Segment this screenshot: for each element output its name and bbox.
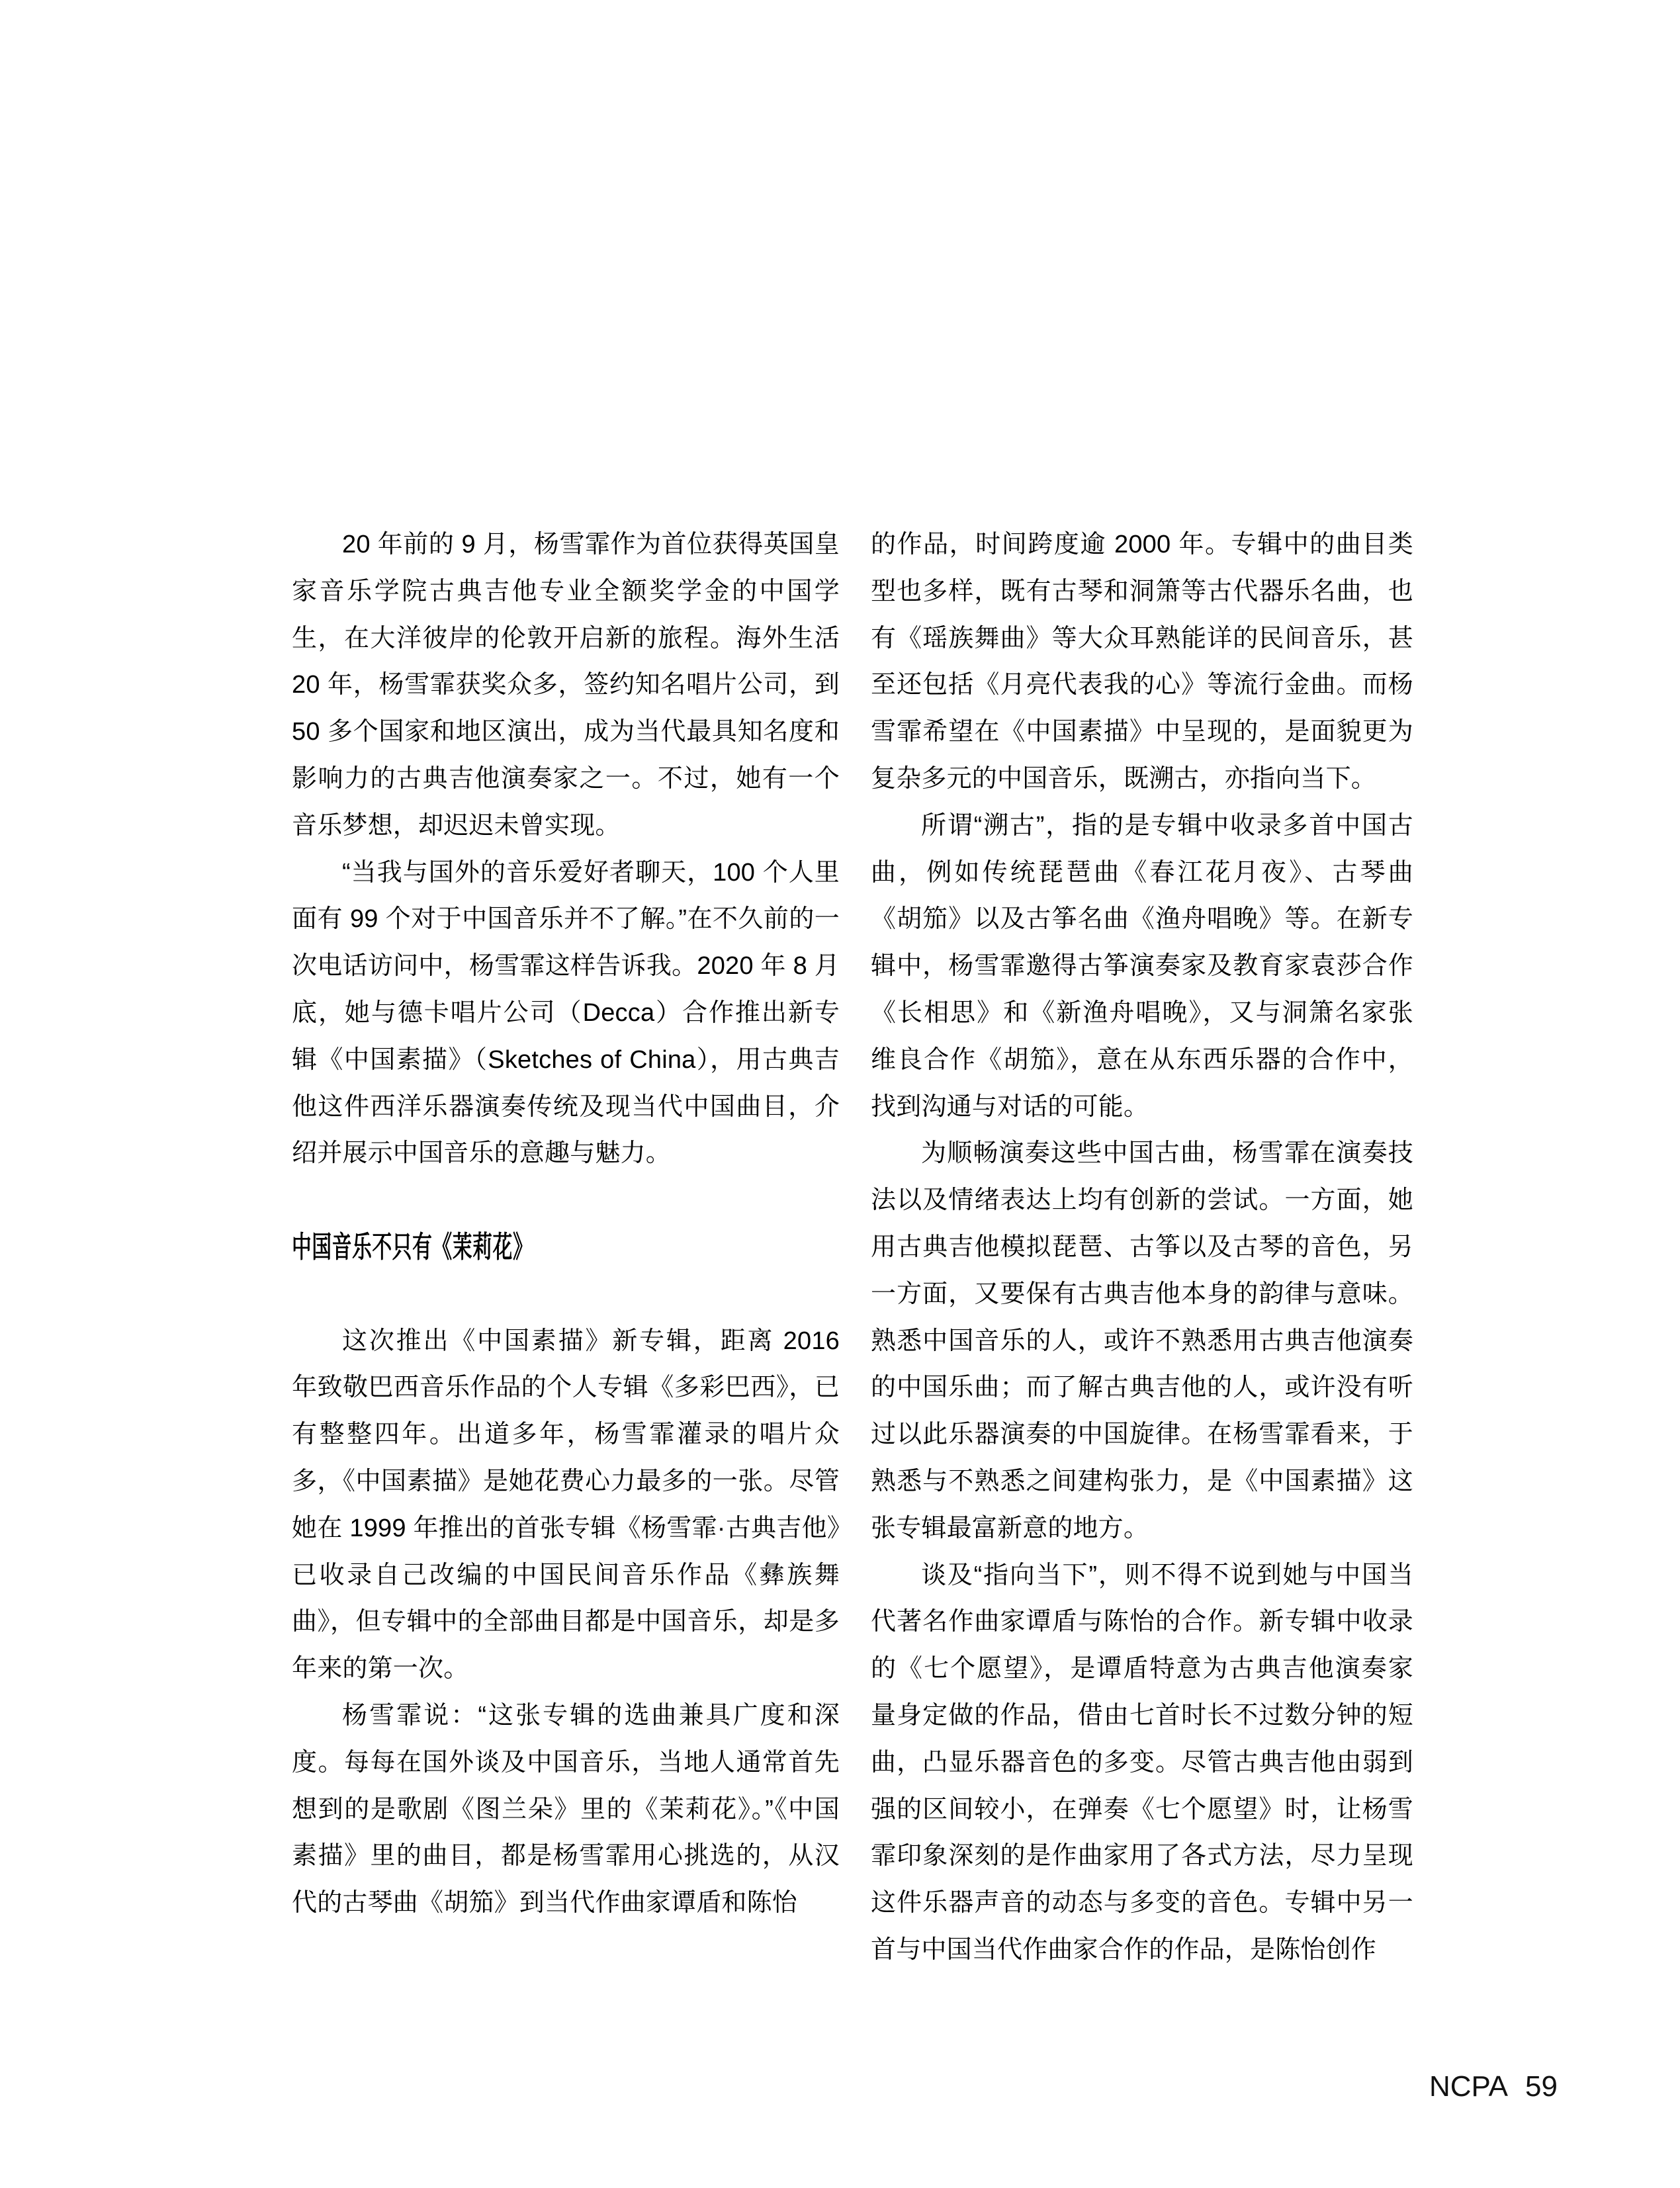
- left-column: [292, 521, 840, 1927]
- page-footer: [1429, 2070, 1558, 2103]
- section-heading-text: 中国音乐不只有《茉莉花》: [292, 1229, 533, 1264]
- section-heading: [292, 1224, 840, 1271]
- paragraph-album-history: 这次推出《中国素描》新专辑，距离 2016 年致敬巴西音乐作品的个人专辑《多彩巴西》，已有整整四年。出道多年，杨雪霏灌录的唱片众多，《中国素描》是她花费心力最多的一张。尽管她在 1999 年推出的首张专辑《杨雪霏·古典吉他》已收录自己改编的中国民间音乐作品《彝族舞曲》，但专辑中的全部曲目都是中国音乐，却是多年来的第一次。: [292, 1327, 840, 1683]
- paragraph-intro: 20 年前的 9 月，杨雪霏作为首位获得英国皇家音乐学院古典吉他专业全额奖学金的中国学生，在大洋彼岸的伦敦开启新的旅程。海外生活 20 年，杨雪霏获奖众多，签约知名唱片公司，到 50 多个国家和地区演出，成为当代最具知名度和影响力的古典吉他演奏家之一。不过，她有一个音乐梦想，却迟迟未曾实现。: [292, 531, 840, 840]
- paragraph-selection-continued: 的作品，时间跨度逾 2000 年。专辑中的曲目类型也多样，既有古琴和洞箫等古代器乐名曲，也有《瑶族舞曲》等大众耳熟能详的民间音乐，甚至还包括《月亮代表我的心》等流行金曲。而杨雪霏希望在《中国素描》中呈现的，是面貌更为复杂多元的中国音乐，既溯古，亦指向当下。: [871, 531, 1413, 793]
- paragraph-technique: 为顺畅演奏这些中国古曲，杨雪霏在演奏技法以及情绪表达上均有创新的尝试。一方面，她用古典吉他模拟琵琶、古筝以及古琴的音色，另一方面，又要保有古典吉他本身的韵律与意味。熟悉中国音乐的人，或许不熟悉用古典吉他演奏的中国乐曲；而了解古典吉他的人，或许没有听过以此乐器演奏的中国旋律。在杨雪霏看来，于熟悉与不熟悉之间建构张力，是《中国素描》这张专辑最富新意的地方。: [871, 1139, 1413, 1542]
- right-column: [871, 521, 1413, 1974]
- footer-brand: NCPA: [1429, 2070, 1508, 2103]
- paragraph-contemporary: 谈及“指向当下”，则不得不说到她与中国当代著名作曲家谭盾与陈怡的合作。新专辑中收录的《七个愿望》，是谭盾特意为古典吉他演奏家量身定做的作品，借由七首时长不过数分钟的短曲，凸显乐器音色的多变。尽管古典吉他由弱到强的区间较小，在弹奏《七个愿望》时，让杨雪霏印象深刻的是作曲家用了各式方法，尽力呈现这件乐器声音的动态与多变的音色。专辑中另一首与中国当代作曲家合作的作品，是陈怡创作: [871, 1561, 1413, 1964]
- paragraph-selection: 杨雪霏说：“这张专辑的选曲兼具广度和深度。每每在国外谈及中国音乐，当地人通常首先想到的是歌剧《图兰朵》里的《茉莉花》。”《中国素描》里的曲目，都是杨雪霏用心挑选的，从汉代的古琴曲《胡笳》到当代作曲家谭盾和陈怡: [292, 1701, 840, 1917]
- paragraph-quote-dream: “当我与国外的音乐爱好者聊天，100 个人里面有 99 个对于中国音乐并不了解。”在不久前的一次电话访问中，杨雪霏这样告诉我。2020 年 8 月底，她与德卡唱片公司（Decca）合作推出新专辑《中国素描》（Sketches of China），用古典吉他这件西洋乐器演奏传统及现当代中国曲目，介绍并展示中国音乐的意趣与魅力。: [292, 858, 840, 1168]
- footer-page-number: 59: [1525, 2070, 1558, 2103]
- paragraph-sugu: 所谓“溯古”，指的是专辑中收录多首中国古曲，例如传统琵琶曲《春江花月夜》、古琴曲《胡笳》以及古筝名曲《渔舟唱晚》等。在新专辑中，杨雪霏邀得古筝演奏家及教育家袁莎合作《长相思》和《新渔舟唱晚》，又与洞箫名家张维良合作《胡笳》，意在从东西乐器的合作中，找到沟通与对话的可能。: [871, 811, 1413, 1121]
